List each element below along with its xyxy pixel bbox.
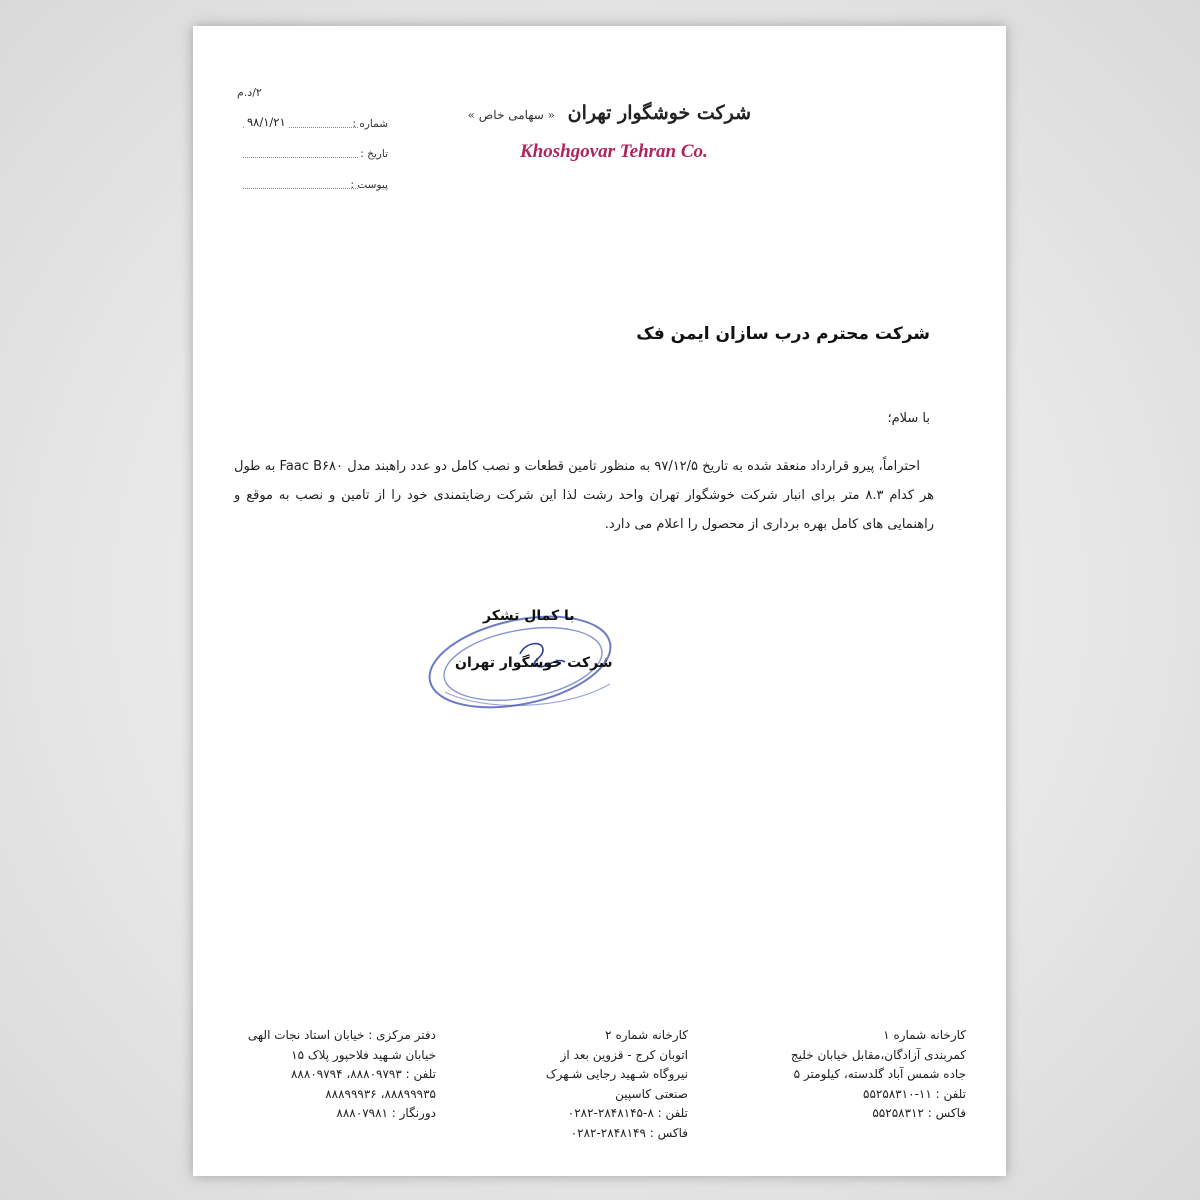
number-label: شماره : <box>352 118 388 130</box>
reference-code: ۲/د.م <box>237 86 262 99</box>
greeting: با سلام؛ <box>887 411 930 426</box>
attachment-dotted-line <box>243 188 358 189</box>
factory1-address-2: جاده شمس آباد گلدسته، کیلومتر ۵ <box>793 1067 966 1081</box>
factory2-phone: تلفن : ۸-۲۸۴۸۱۴۵-۰۲۸۲ <box>567 1106 688 1120</box>
office-phone: تلفن : ۸۸۸۰۹۷۹۳، ۸۸۸۰۹۷۹۴ <box>290 1067 436 1081</box>
factory1-fax: فاکس : ۵۵۲۵۸۳۱۲ <box>872 1106 966 1120</box>
number-value: ۹۸/۱/۲۱ <box>247 115 286 129</box>
office-phone-2: ۸۸۸۹۹۹۳۵، ۸۸۸۹۹۹۳۶ <box>325 1086 436 1101</box>
factory2-address-2: نیروگاه شـهید رجایی شـهرک <box>545 1067 688 1081</box>
factory2-title: کارخانه شماره ۲ <box>605 1028 688 1042</box>
letter-body: احتراماً، پیرو قرارداد منعقد شده به تاریخ ۹۷/۱۲/۵ به منظور تامین قطعات و نصب کامل دو عدد راهبند مدل Faac B۶۸۰ به طول هر کدام ۸.۳ متر برای انبار شرکت خوشگوار تهران واحد رشت لذا این شرکت رضایتمندی خود را از تامین و نصب به موقع و راهنمایی های کامل بهره برداری از محصول را اعلام می دارد. <box>234 459 934 532</box>
company-name-en: Khoshgovar Tehran Co. <box>520 141 708 162</box>
recipient-heading: شرکت محترم درب سازان ایمن فک <box>636 324 930 344</box>
attachment-label: پیوست : <box>350 179 388 191</box>
footer-factory-1 <box>791 1026 966 1124</box>
factory1-title: کارخانه شماره ۱ <box>883 1028 966 1042</box>
office-fax: دورنگار : ۸۸۸۰۷۹۸۱ <box>336 1106 436 1120</box>
number-row <box>243 115 388 134</box>
letter-page <box>193 26 1006 1176</box>
factory2-address-1: اتوبان کرج - قزوین بعد از <box>560 1047 688 1062</box>
factory1-address-1: کمربندی آزادگان،مقابل خیابان خلیج <box>790 1047 966 1062</box>
company-name-fa <box>468 102 751 124</box>
office-address-1: خیابان شـهید فلاحپور پلاک ۱۵ <box>291 1047 436 1062</box>
factory2-fax: فاکس : ۲۸۴۸۱۴۹-۰۲۸۲ <box>570 1125 688 1140</box>
date-label: تاریخ : <box>360 148 388 160</box>
office-title: دفتر مرکزی : خیابان استاد نجات الهی <box>247 1028 436 1042</box>
closing-text: با کمال تشکر <box>483 608 575 624</box>
footer-factory-2 <box>546 1026 688 1143</box>
attachment-row <box>243 179 388 195</box>
factory1-phone: تلفن : ۱۱-۵۵۲۵۸۳۱۰ <box>863 1086 966 1101</box>
date-dotted-line <box>243 157 358 158</box>
footer-head-office <box>248 1026 436 1124</box>
company-type: « سهامی خاص » <box>467 108 556 122</box>
signatory-company: شرکت خوشگوار تهران <box>455 655 613 671</box>
factory2-address-3: صنعتی کاسپین <box>615 1086 688 1101</box>
date-row <box>243 148 388 164</box>
company-name-fa-text: شرکت خوشگوار تهران <box>567 102 751 124</box>
